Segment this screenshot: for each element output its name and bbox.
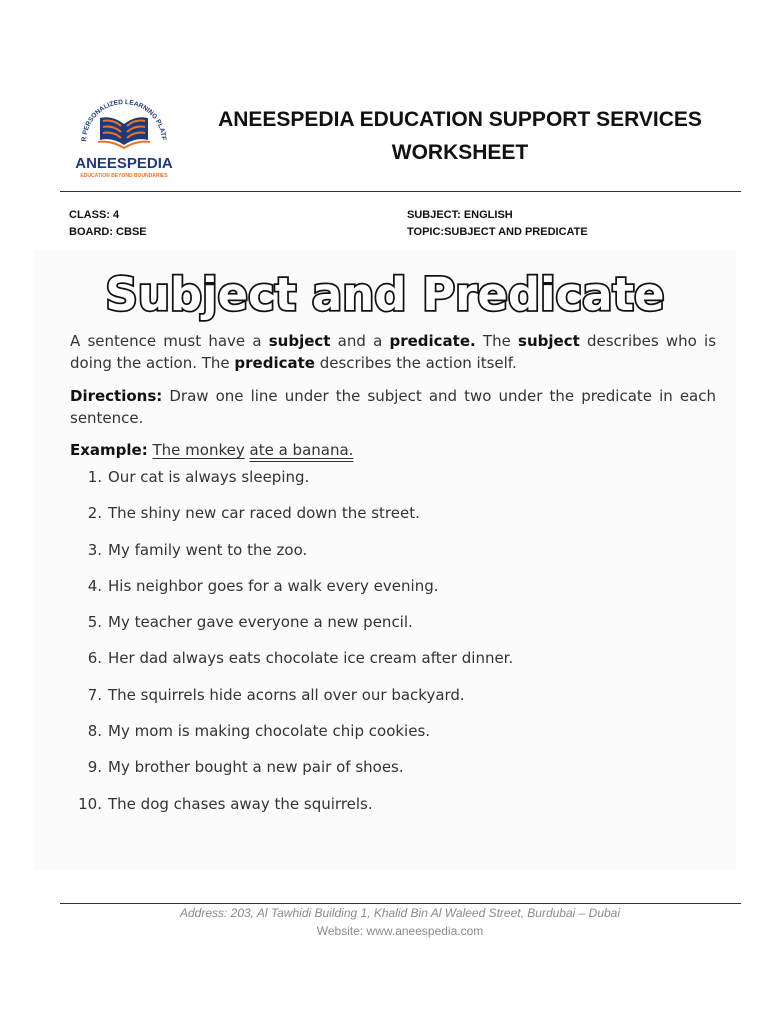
example-subject: The monkey [152,441,245,459]
directions-label: Directions: [70,387,163,405]
list-item: 4. His neighbor goes for a walk every evening. [87,576,439,595]
footer-divider [60,903,741,904]
list-item: 9. My brother bought a new pair of shoes. [87,758,404,777]
footer-address: Address: 203, Al Tawhidi Building 1, Khalid Bin Al Waleed Street, Burdubai – Dubai [179,906,621,920]
logo-brand-text: ANEESPEDIA [75,155,173,172]
logo-tagline: EDUCATION BEYOND BOUNDARIES [80,173,168,179]
logo-arc-text: R PERSONALIZED LEARNING PLATF [80,98,168,142]
example-label: Example: [70,441,148,459]
open-book-icon [98,117,150,148]
header-subtitle: WORKSHEET [391,141,529,164]
intro-paragraph: A sentence must have a subject and a predicate. The subject describes who is doing the action. The predicate describes the action itself. [70,332,717,372]
list-item: 8. My mom is making chocolate chip cookies. [87,722,431,741]
list-item: 10. The dog chases away the squirrels. [78,794,373,813]
worksheet-title-text: Subject and Predicate [105,268,665,321]
example-predicate: ate a banana. [249,441,354,459]
subject-label: SUBJECT: ENGLISH [407,209,513,221]
worksheet-title [34,256,736,332]
list-item: 2. The shiny new car raced down the street. [87,504,420,523]
directions-paragraph: Directions: Draw one line under the subject and two under the predicate in each sentence. [70,387,716,427]
topic-label: TOPIC:SUBJECT AND PREDICATE [407,226,588,238]
list-item: 6. Her dad always eats chocolate ice cream after dinner. [87,649,514,668]
list-item: 7. The squirrels hide acorns all over our backyard. [87,685,465,704]
example-line [70,441,353,459]
worksheet-panel [34,250,736,870]
sentence-list [70,468,513,831]
class-label: CLASS: 4 [69,209,120,221]
header-divider [60,191,741,192]
list-item: 1. Our cat is always sleeping. [87,468,310,486]
aneespedia-logo [64,84,184,184]
list-item: 3. My family went to the zoo. [87,540,308,559]
header-title: ANEESPEDIA EDUCATION SUPPORT SERVICES [218,108,702,131]
list-item: 5. My teacher gave everyone a new pencil. [87,613,413,632]
board-label: BOARD: CBSE [69,226,147,238]
footer-website: Website: www.aneespedia.com [316,924,484,938]
